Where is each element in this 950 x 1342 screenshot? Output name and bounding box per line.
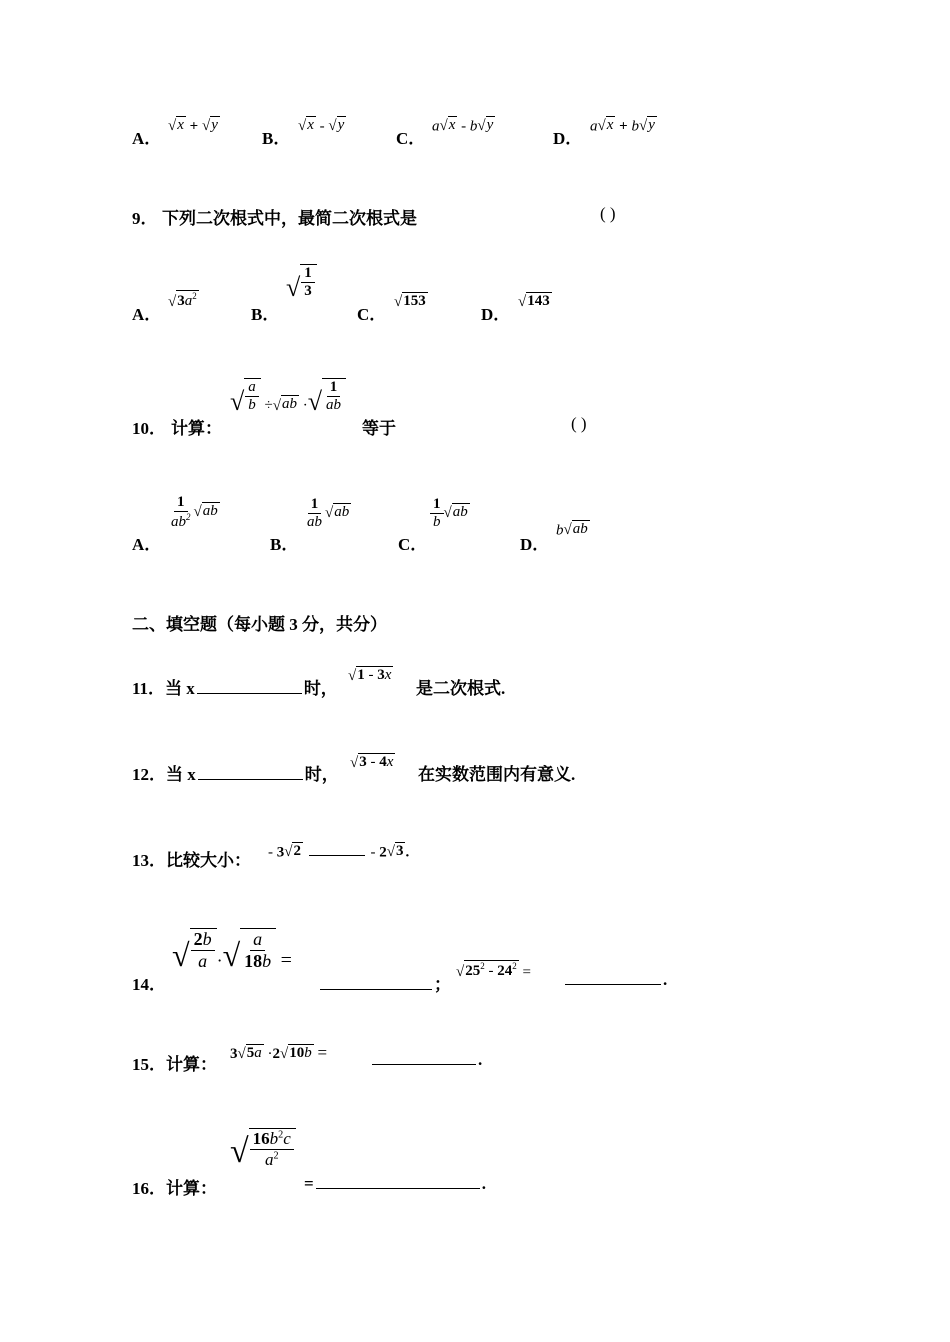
q13-answer-blank[interactable] — [309, 854, 365, 856]
q12-answer-blank[interactable] — [198, 778, 303, 780]
q15-prefix: 计算： — [166, 1055, 217, 1074]
q14-number: 14． — [132, 975, 166, 994]
q9-option-b-label: B． — [251, 305, 280, 324]
q10-option-b-expr: $\frac{1}{ab}$ √ ab — [307, 496, 350, 531]
q10-expression: √ $\frac{a}{b}$ ÷ √ ab · √ $\frac{1}{ab}$ — [230, 378, 346, 415]
q12 — [132, 760, 339, 785]
q11-prefix: 当 x — [165, 679, 195, 698]
q10-option-c-expr: $\frac{1}{b}$ √ ab — [430, 496, 470, 532]
section-title: 二、填空题（每小题 3 分，共分） — [132, 615, 387, 634]
q14-blank-2-wrap — [563, 970, 667, 990]
q10-stem: 计算： — [171, 419, 222, 438]
q10-number: 10． — [132, 419, 166, 438]
q16-answer-blank[interactable] — [316, 1187, 480, 1189]
q10-option-c-label: C． — [398, 535, 428, 554]
q8-option-c-expr: a √ x - b √ y — [432, 117, 494, 135]
q8-option-c-label: C． — [396, 129, 426, 148]
q15-number-text: 15． — [132, 1055, 166, 1074]
q14-blank-1-wrap — [318, 970, 451, 995]
q13-end: . — [405, 844, 410, 861]
q13-number — [132, 846, 251, 871]
q16-blank-wrap — [304, 1174, 486, 1194]
q9-option-c-expr: √ 153 — [394, 293, 426, 311]
q9-option-c-label: C． — [357, 305, 387, 324]
q12-middle: 时， — [304, 765, 339, 784]
q12-expression: √ 3 - 4x — [350, 754, 394, 772]
q16-equals: = — [304, 1174, 314, 1193]
q16-end: . — [481, 1174, 486, 1193]
q11-middle: 时， — [303, 679, 338, 698]
q9-option-b-expr: √ $\frac{1}{3}$ — [286, 264, 317, 301]
q15-number — [132, 1050, 217, 1075]
q11 — [132, 674, 338, 699]
q11-expression: √ 1 - 3x — [348, 667, 392, 685]
q15-expression: 3 √ 5a ·2 √ 10b = — [230, 1043, 328, 1062]
q12-prefix: 当 x — [166, 765, 196, 784]
q9-answer-paren: ( ) — [600, 204, 616, 223]
q16-expression: √ $\frac{16b^2c}{a^2}$ — [230, 1128, 296, 1169]
q9-stem: 下列二次根式中，最简二次根式是 — [162, 209, 417, 228]
q8-option-b-expr: √ x - √ y — [298, 117, 345, 135]
q13-prefix: 比较大小： — [166, 851, 251, 870]
q14-expression-2: √ $25^2 - 24^2$ = — [456, 961, 531, 981]
q9-option-a-label: A． — [132, 305, 162, 324]
q9-option-d-label: D． — [481, 305, 511, 324]
q10-option-b-label: B． — [270, 535, 299, 554]
q10-option-a-label: A． — [132, 535, 162, 554]
q11-number: 11． — [132, 679, 166, 698]
q13-expression: - 3 √ 2 - 2 √ 3 . — [268, 843, 410, 861]
q15-answer-blank[interactable] — [372, 1063, 476, 1065]
q9-option-d-expr: √ 143 — [518, 293, 550, 311]
q11-answer-blank[interactable] — [197, 692, 302, 694]
q8-option-d-expr: a √ x + b √ y — [590, 117, 655, 135]
q10-option-a-expr: $\frac{1}{ab^2}$ √ ab — [171, 494, 218, 531]
q13-number-text: 13． — [132, 851, 166, 870]
q14-answer-blank-1[interactable] — [320, 988, 432, 990]
q15-end: . — [478, 1050, 483, 1069]
q10-option-d-label: D． — [520, 535, 550, 554]
q15-blank-wrap — [370, 1050, 482, 1070]
q8-option-b-label: B． — [262, 129, 291, 148]
q12-number: 12． — [132, 765, 166, 784]
q16-prefix: 计算： — [166, 1179, 217, 1198]
q16-number-text: 16． — [132, 1179, 166, 1198]
q9-option-a-expr: √ $3a^2$ — [168, 291, 197, 311]
q12-suffix: 在实数范围内有意义. — [418, 765, 576, 784]
q14-answer-blank-2[interactable] — [565, 983, 661, 985]
q16-number — [132, 1174, 217, 1199]
q8-option-a-label: A． — [132, 129, 162, 148]
q10-option-d-expr: b √ ab — [556, 521, 588, 539]
q14-end: . — [663, 970, 668, 989]
q8-option-d-label: D． — [553, 129, 583, 148]
q10-answer-paren: ( ) — [571, 414, 587, 433]
q10-stem-suffix: 等于 — [362, 419, 396, 438]
q11-suffix: 是二次根式. — [416, 679, 506, 698]
q14-expression-1: √ $\frac{2b}{a}$ · √ $\frac{a}{18b}$ = — [172, 929, 292, 974]
q14-separator: ； — [434, 975, 451, 994]
q9-number: 9． — [132, 209, 158, 228]
q8-option-a-expr: √ x + √ y — [168, 117, 218, 135]
